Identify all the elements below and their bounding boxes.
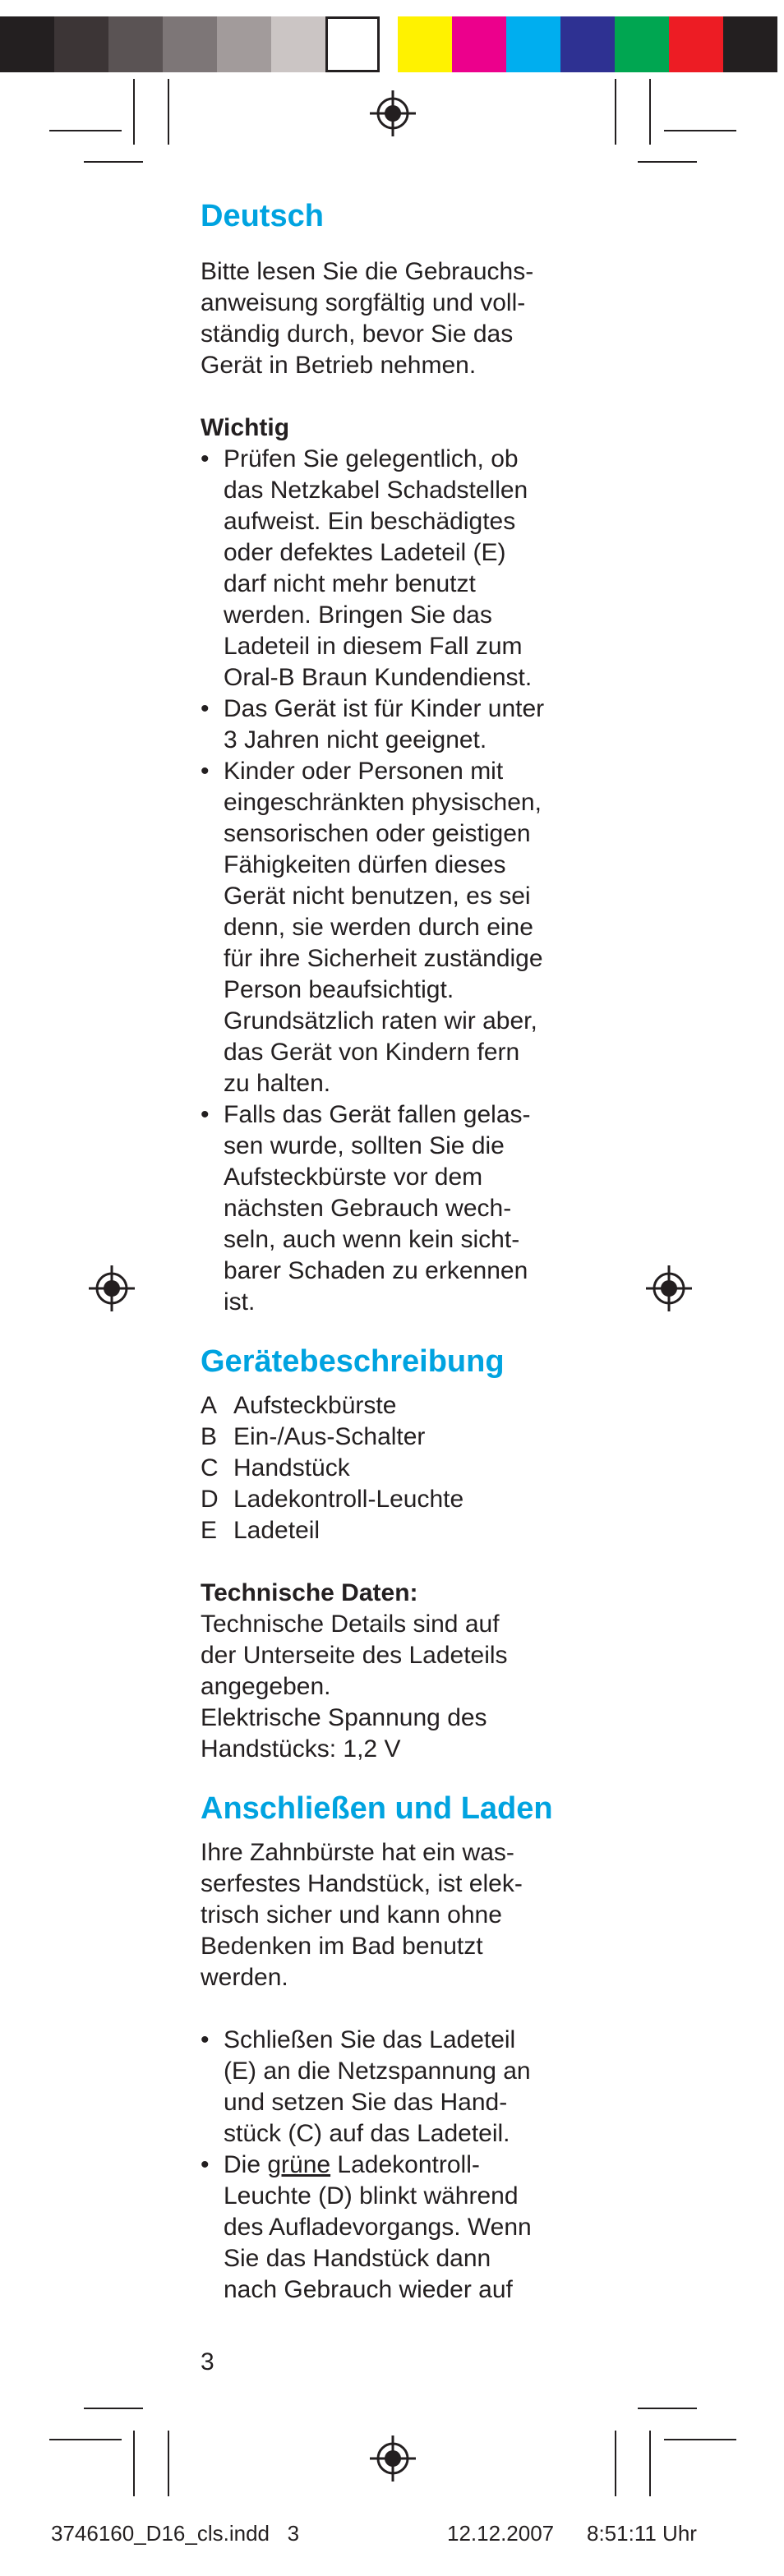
text-fragment: Ladekontroll- — [330, 2151, 480, 2178]
part-item — [201, 1390, 595, 1422]
part-key: A — [201, 1392, 218, 1419]
manual-content — [201, 197, 595, 2306]
text-line: Sie das Handstück dann — [224, 2245, 491, 2272]
text-line: Das Gerät ist für Kinder unter — [224, 695, 545, 722]
footer-time: 8:51:11 Uhr — [587, 2521, 697, 2546]
crop-mark — [133, 2431, 135, 2496]
text-line: 3 Jahren nicht geeignet. — [224, 726, 487, 753]
footer-date: 12.12.2007 — [447, 2521, 555, 2546]
text-line: eingeschränkten physischen, — [224, 789, 542, 816]
part-label: Handstück — [233, 1454, 350, 1482]
bullet-item — [201, 444, 595, 694]
text-line: Kinder oder Personen mit — [224, 758, 504, 785]
section-heading-deutsch: Deutsch — [201, 199, 324, 233]
bullet-item — [201, 694, 595, 756]
crop-mark — [615, 2431, 616, 2496]
crop-mark — [84, 2408, 143, 2409]
text-line: (E) an die Netzspannung an — [224, 2058, 531, 2085]
color-swatches — [398, 16, 777, 72]
color-calibration-bar — [0, 16, 784, 72]
text-line: Grundsätzlich raten wir aber, — [224, 1007, 537, 1035]
text-line: nach Gebrauch wieder auf — [224, 2276, 513, 2303]
text-line: Prüfen Sie gelegentlich, ob — [224, 445, 519, 472]
swatch-gap — [380, 16, 398, 72]
registration-mark-icon — [646, 1265, 692, 1311]
color-swatch — [271, 16, 325, 72]
parts-list — [201, 1390, 595, 1546]
crop-mark — [615, 79, 616, 145]
color-swatch — [217, 16, 271, 72]
color-swatch — [325, 16, 380, 72]
technical-data-paragraph — [201, 1609, 595, 1765]
part-item — [201, 1422, 595, 1453]
text-line: barer Schaden zu erkennen — [224, 1257, 528, 1284]
bullet-item — [201, 756, 595, 1099]
text-line: Technische Details sind auf — [201, 1611, 500, 1638]
crop-mark — [168, 79, 169, 145]
text-line: Bedenken im Bad benutzt — [201, 1933, 483, 1960]
crop-mark — [49, 2439, 122, 2440]
registration-mark-icon — [89, 1265, 135, 1311]
registration-mark-icon — [370, 2435, 416, 2482]
underlined-word: grüne — [267, 2151, 331, 2178]
text-line: und setzen Sie das Hand- — [224, 2089, 508, 2116]
crop-mark — [638, 161, 697, 163]
crop-mark — [49, 130, 122, 131]
text-line: werden. Bringen Sie das — [224, 601, 492, 629]
text-line: denn, sie werden durch eine — [224, 914, 533, 941]
color-swatch — [108, 16, 163, 72]
text-line: für ihre Sicherheit zuständige — [224, 945, 543, 972]
text-line: Gerät in Betrieb nehmen. — [201, 352, 477, 379]
part-label: Ladekontroll-Leuchte — [233, 1486, 464, 1513]
part-label: Aufsteckbürste — [233, 1392, 397, 1419]
crop-mark — [649, 2431, 651, 2496]
text-line: Oral-B Braun Kundendienst. — [224, 664, 533, 691]
color-swatch — [54, 16, 108, 72]
text-line: darf nicht mehr benutzt — [224, 570, 476, 597]
crop-mark — [638, 2408, 697, 2409]
text-line: Handstücks: 1,2 V — [201, 1735, 401, 1763]
crop-mark — [649, 79, 651, 145]
text-line: ist. — [224, 1288, 256, 1316]
text-line: sen wurde, sollten Sie die — [224, 1132, 505, 1159]
part-item — [201, 1453, 595, 1484]
crop-mark — [664, 130, 736, 131]
crop-mark — [664, 2439, 736, 2440]
color-swatch — [0, 16, 54, 72]
crop-mark — [84, 161, 143, 163]
color-swatch — [723, 16, 777, 72]
part-key: C — [201, 1454, 219, 1482]
text-line: sensorischen oder geistigen — [224, 820, 531, 847]
text-line: serfestes Handstück, ist elek- — [201, 1870, 523, 1897]
text-line: ständig durch, bevor Sie das — [201, 320, 514, 348]
bullet-item — [201, 1099, 595, 1318]
technical-data-label: Technische Daten: — [201, 1579, 418, 1606]
part-key: D — [201, 1486, 219, 1513]
color-swatch — [560, 16, 615, 72]
crop-mark — [168, 2431, 169, 2496]
text-line: werden. — [201, 1964, 288, 1991]
text-line: das Gerät von Kindern fern — [224, 1039, 520, 1066]
text-line: Gerät nicht benutzen, es sei — [224, 882, 531, 910]
text-line: der Unterseite des Ladeteils — [201, 1642, 508, 1669]
important-label: Wichtig — [201, 414, 290, 441]
page-number: 3 — [201, 2348, 214, 2376]
part-key: E — [201, 1517, 218, 1544]
text-line: trisch sicher und kann ohne — [201, 1901, 502, 1929]
text-line: Schließen Sie das Ladeteil — [224, 2026, 516, 2053]
color-swatch — [398, 16, 452, 72]
text-line: Fähigkeiten dürfen dieses — [224, 851, 506, 878]
color-swatch — [669, 16, 723, 72]
text-line: oder defektes Ladeteil (E) — [224, 539, 506, 566]
color-swatch — [452, 16, 506, 72]
text-line: des Aufladevorgangs. Wenn — [224, 2214, 532, 2241]
text-fragment: Die — [224, 2151, 268, 2178]
crop-mark — [133, 79, 135, 145]
intro-paragraph — [201, 256, 595, 381]
text-line: seln, auch wenn kein sicht- — [224, 1226, 520, 1253]
text-line: aufweist. Ein beschädigtes — [224, 508, 516, 535]
text-line: Falls das Gerät fallen gelas- — [224, 1101, 531, 1128]
text-line: angegeben. — [201, 1673, 331, 1700]
part-item — [201, 1484, 595, 1515]
text-line: Person beaufsichtigt. — [224, 976, 454, 1003]
text-line: Aufsteckbürste vor dem — [224, 1164, 483, 1191]
registration-mark-icon — [370, 90, 416, 136]
bullet-item — [201, 2150, 595, 2306]
part-label: Ein-/Aus-Schalter — [233, 1423, 426, 1450]
text-line: Bitte lesen Sie die Gebrauchs- — [201, 258, 534, 285]
charging-intro-paragraph — [201, 1837, 595, 1993]
text-line: anweisung sorgfältig und voll- — [201, 289, 526, 316]
grayscale-swatches — [0, 16, 380, 72]
footer-file: 3746160_D16_cls.indd 3 — [51, 2521, 300, 2546]
text-line: zu halten. — [224, 1070, 331, 1097]
text-line: Leuchte (D) blinkt während — [224, 2182, 519, 2210]
section-heading-anschliessen: Anschließen und Laden — [201, 1791, 553, 1826]
text-line: Ihre Zahnbürste hat ein was- — [201, 1839, 514, 1866]
charging-bullet-list — [201, 2025, 595, 2306]
text-line: nächsten Gebrauch wech- — [224, 1195, 512, 1222]
part-key: B — [201, 1423, 218, 1450]
color-swatch — [163, 16, 217, 72]
color-swatch — [615, 16, 669, 72]
text-line: stück (C) auf das Ladeteil. — [224, 2120, 510, 2147]
text-line: Elektrische Spannung des — [201, 1704, 487, 1731]
part-item — [201, 1515, 595, 1546]
text-line: das Netzkabel Schadstellen — [224, 477, 528, 504]
section-heading-geraetebeschreibung: Gerätebeschreibung — [201, 1344, 505, 1379]
color-swatch — [506, 16, 560, 72]
text-line: Ladeteil in diesem Fall zum — [224, 633, 523, 660]
part-label: Ladeteil — [233, 1517, 321, 1544]
bullet-item — [201, 2025, 595, 2150]
safety-bullet-list — [201, 444, 595, 1318]
